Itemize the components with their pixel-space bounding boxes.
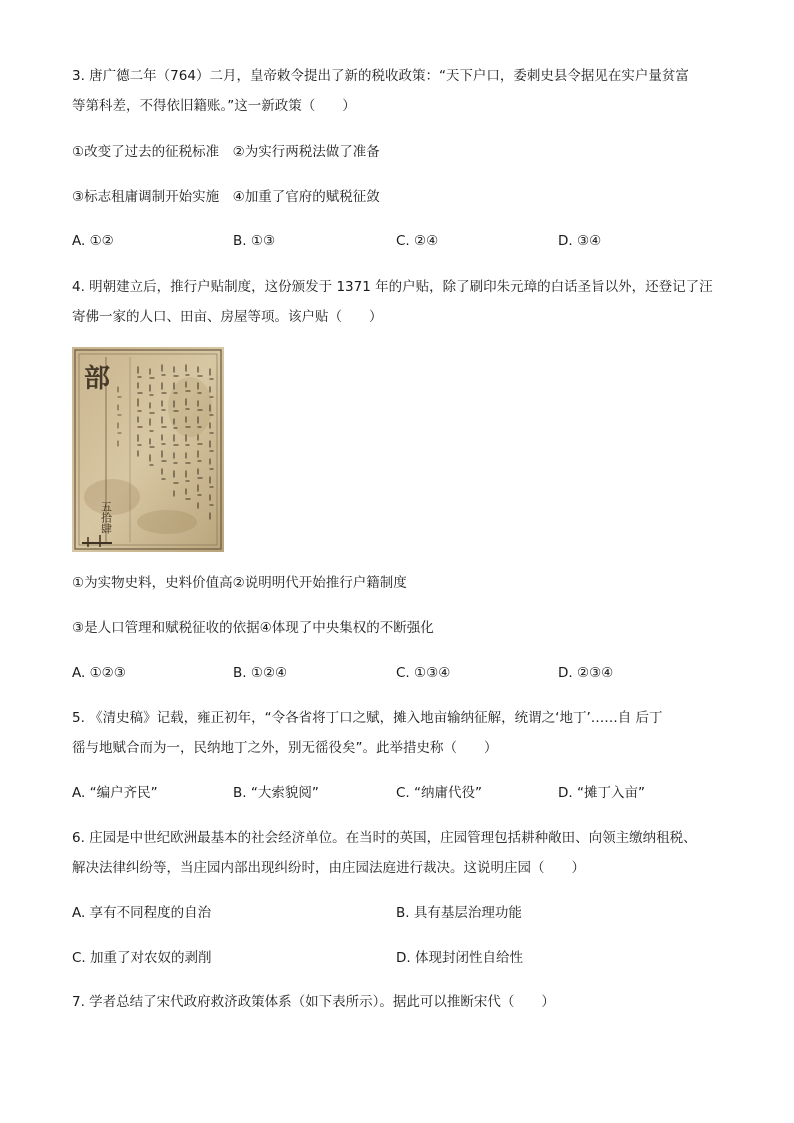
q6-option-b: B. 具有基层治理功能: [396, 905, 522, 921]
q3-option-a: A. ①②: [72, 233, 114, 249]
q6-option-a: A. 享有不同程度的自治: [72, 905, 212, 921]
q6-option-c: C. 加重了对农奴的剥削: [72, 950, 212, 966]
q7-stem-line1: 7. 学者总结了宋代政府救济政策体系（如下表所示）。据此可以推断宋代（ ）: [72, 994, 555, 1010]
q5-option-b: B. “大索貌阅”: [233, 785, 319, 801]
q5-option-c: C. “纳庸代役”: [396, 785, 482, 801]
household-certificate-image: [72, 347, 224, 552]
q3-option-c: C. ②④: [396, 233, 439, 249]
certificate-large-character: 部: [84, 364, 111, 394]
q3-statement-2: ③标志租庸调制开始实施 ④加重了官府的赋税征敛: [72, 189, 380, 205]
q5-option-a: A. “编户齐民”: [72, 785, 158, 801]
q6-option-d: D. 体现封闭性自给性: [396, 950, 523, 966]
q3-stem-line2: 等第科差，不得依旧籍账。”这一新政策（ ）: [72, 98, 356, 114]
q3-option-b: B. ①③: [233, 233, 276, 249]
q4-stem-line2: 寄佛一家的人口、田亩、房屋等项。该户贴（ ）: [72, 309, 383, 325]
q3-stem-line1: 3. 唐广德二年（764）二月，皇帝敕令提出了新的税收政策：“天下户口，委刺史县令据见在实户量贫富: [72, 68, 689, 84]
q4-option-c: C. ①③④: [396, 665, 451, 681]
q5-stem-line2: 徭与地赋合而为一，民纳地丁之外，别无徭役矣”。此举措史称（ ）: [72, 740, 498, 756]
q4-statement-1: ①为实物史料，史料价值高②说明明代开始推行户籍制度: [72, 575, 407, 591]
q3-option-d: D. ③④: [558, 233, 602, 249]
q6-stem-line2: 解决法律纠纷等，当庄园内部出现纠纷时，由庄园法庭进行裁决。这说明庄园（ ）: [72, 860, 585, 876]
q4-option-a: A. ①②③: [72, 665, 126, 681]
q5-option-d: D. “摊丁入亩”: [558, 785, 645, 801]
q4-statement-2: ③是人口管理和赋税征收的依据④体现了中央集权的不断强化: [72, 620, 434, 636]
q4-option-d: D. ②③④: [558, 665, 614, 681]
certificate-numeral: 五拾肆: [99, 501, 113, 534]
q5-stem-line1: 5. 《清史稿》记载，雍正初年，“令各省将丁口之赋，摊入地亩输纳征解，统谓之‘地丁’……自 后丁: [72, 710, 663, 726]
q4-stem-line1: 4. 明朝建立后，推行户贴制度，这份颁发于 1371 年的户贴，除了刷印朱元璋的白话圣旨以外，还登记了汪: [72, 279, 713, 295]
q6-stem-line1: 6. 庄园是中世纪欧洲最基本的社会经济单位。在当时的英国，庄园管理包括耕种敞田、向领主缴纳租税、: [72, 830, 697, 846]
q3-statement-1: ①改变了过去的征税标准 ②为实行两税法做了准备: [72, 144, 380, 160]
q4-option-b: B. ①②④: [233, 665, 288, 681]
